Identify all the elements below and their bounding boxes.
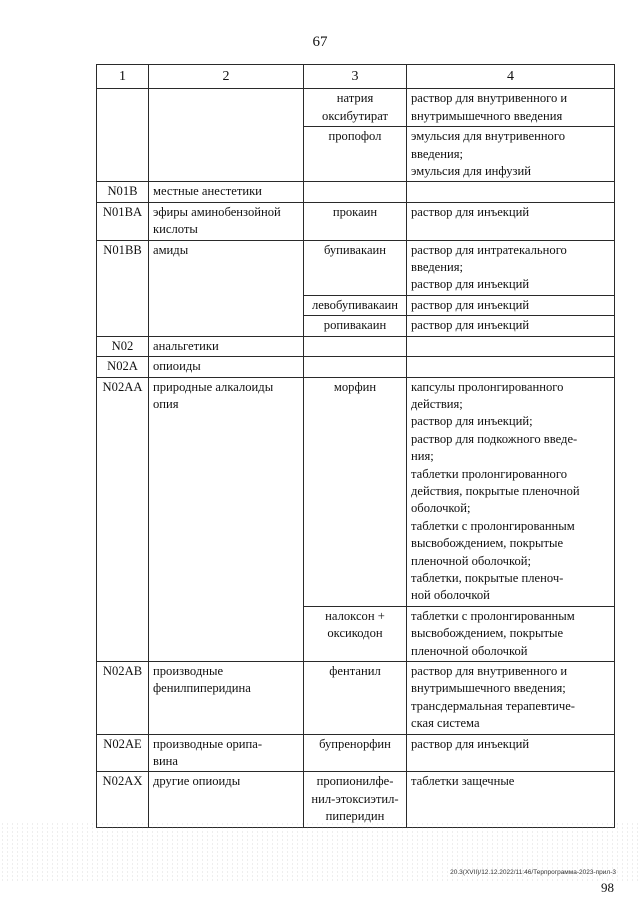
page-number-top: 67: [312, 34, 328, 50]
page-number-bottom: 98: [601, 880, 614, 895]
inn-cell: морфин: [304, 377, 407, 606]
inn-cell: бупренорфин: [304, 734, 407, 772]
table-row: [97, 734, 615, 772]
table-row: [97, 182, 615, 202]
dosage-forms-cell: раствор для внутривенного и внутримышечного введения; трансдермальная терапевтиче- ская система: [407, 662, 615, 735]
group-cell: анальгетики: [149, 336, 304, 356]
inn-cell: [304, 336, 407, 356]
inn-cell: прокаин: [304, 202, 407, 240]
table-row: [97, 377, 615, 606]
atc-code-cell: [97, 89, 149, 182]
group-cell: местные анестетики: [149, 182, 304, 202]
dosage-forms-cell: раствор для инъекций: [407, 316, 615, 336]
table-row: [97, 202, 615, 240]
dosage-forms-cell: раствор для инъекций: [407, 734, 615, 772]
table-row: [97, 336, 615, 356]
atc-code-cell: N02AE: [97, 734, 149, 772]
dosage-forms-cell: раствор для инъекций: [407, 202, 615, 240]
dosage-forms-cell: таблетки с пролонгированным высвобождением, покрытые пленочной оболочкой: [407, 606, 615, 661]
dosage-forms-cell: [407, 336, 615, 356]
dosage-forms-cell: [407, 357, 615, 377]
inn-cell: левобупивакаин: [304, 295, 407, 315]
inn-cell: налоксон + оксикодон: [304, 606, 407, 661]
group-cell: другие опиоиды: [149, 772, 304, 827]
dosage-forms-cell: капсулы пролонгированного действия; раствор для инъекций; раствор для подкожного введе- ния; таблетки пролонгированного действия, покрытые пленочной оболочкой; таблетки с пролонгированным высвобождением, покрытые пленочной оболочкой; таблетки, покрытые пленоч- ной оболочкой: [407, 377, 615, 606]
atc-code-cell: N02AA: [97, 377, 149, 662]
group-cell: природные алкалоиды опия: [149, 377, 304, 662]
drug-table: [96, 64, 615, 828]
inn-cell: пропионилфе- нил-этоксиэтил- пиперидин: [304, 772, 407, 827]
group-cell: опиоиды: [149, 357, 304, 377]
dosage-forms-cell: [407, 182, 615, 202]
atc-code-cell: N02: [97, 336, 149, 356]
table-header-row: [97, 65, 615, 89]
footer-reference: 20.3(XVII)/12.12.2022/11:46/Терпрограмма-2023-прил-3: [450, 869, 616, 876]
atc-code-cell: N02AB: [97, 662, 149, 735]
table-row: [97, 772, 615, 827]
inn-cell: натрия оксибутират: [304, 89, 407, 127]
table-row: [97, 357, 615, 377]
inn-cell: пропофол: [304, 127, 407, 182]
atc-code-cell: N01B: [97, 182, 149, 202]
group-cell: эфиры аминобензойной кислоты: [149, 202, 304, 240]
column-header: 3: [304, 65, 407, 89]
table-row: [97, 662, 615, 735]
inn-cell: бупивакаин: [304, 240, 407, 295]
column-header: 2: [149, 65, 304, 89]
column-header: 1: [97, 65, 149, 89]
group-cell: амиды: [149, 240, 304, 336]
inn-cell: [304, 182, 407, 202]
group-cell: [149, 89, 304, 182]
dosage-forms-cell: таблетки защечные: [407, 772, 615, 827]
atc-code-cell: N01BA: [97, 202, 149, 240]
column-header: 4: [407, 65, 615, 89]
dosage-forms-cell: раствор для интратекального введения; раствор для инъекций: [407, 240, 615, 295]
table-row: [97, 89, 615, 127]
dosage-forms-cell: раствор для внутривенного и внутримышечного введения: [407, 89, 615, 127]
dosage-forms-cell: раствор для инъекций: [407, 295, 615, 315]
group-cell: производные фенилпиперидина: [149, 662, 304, 735]
inn-cell: [304, 357, 407, 377]
table-row: [97, 240, 615, 295]
inn-cell: фентанил: [304, 662, 407, 735]
atc-code-cell: N02AX: [97, 772, 149, 827]
atc-code-cell: N02A: [97, 357, 149, 377]
atc-code-cell: N01BB: [97, 240, 149, 336]
inn-cell: ропивакаин: [304, 316, 407, 336]
group-cell: производные орипа- вина: [149, 734, 304, 772]
dosage-forms-cell: эмульсия для внутривенного введения; эмульсия для инфузий: [407, 127, 615, 182]
